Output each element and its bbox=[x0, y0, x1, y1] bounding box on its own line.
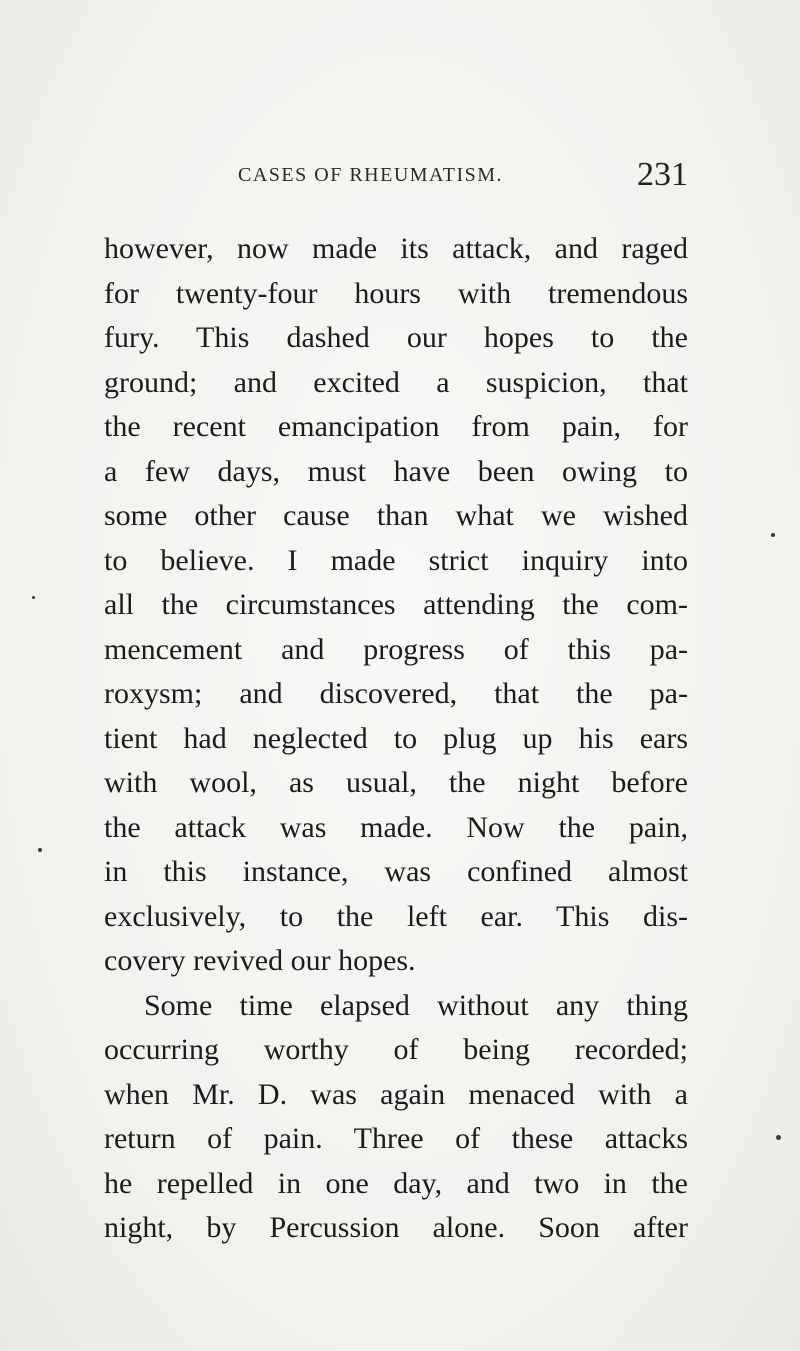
ink-speck bbox=[771, 533, 775, 537]
text-line: a few days, must have been owing to bbox=[104, 454, 688, 488]
text-line: the attack was made. Now the pain, bbox=[104, 810, 688, 844]
text-line: to believe. I made strict inquiry into bbox=[104, 543, 688, 577]
text-line: for twenty-four hours with tremendous bbox=[104, 276, 688, 310]
text-line: some other cause than what we wished bbox=[104, 499, 688, 532]
running-title: CASES OF RHEUMATISM. bbox=[238, 164, 504, 186]
text-line: roxysm; and discovered, that the pa- bbox=[104, 677, 688, 710]
ink-speck bbox=[32, 596, 35, 599]
text-line: tient had neglected to plug up his ears bbox=[104, 721, 688, 755]
text-line: fury. This dashed our hopes to the bbox=[104, 321, 688, 354]
body-text bbox=[104, 227, 688, 1251]
text-line: the recent emancipation from pain, for bbox=[104, 410, 688, 443]
ink-speck bbox=[776, 1135, 781, 1140]
text-line: when Mr. D. was again menaced with a bbox=[104, 1077, 688, 1111]
text-line: in this instance, was confined almost bbox=[104, 855, 688, 888]
text-line: covery revived our hopes. bbox=[104, 944, 416, 977]
text-line: night, by Percussion alone. Soon after bbox=[104, 1211, 688, 1244]
text-line: however, now made its attack, and raged bbox=[104, 232, 688, 265]
text-line: exclusively, to the left ear. This dis- bbox=[104, 899, 688, 933]
running-head bbox=[104, 156, 688, 196]
text-line: Some time elapsed without any thing bbox=[144, 988, 688, 1022]
page-number: 231 bbox=[637, 156, 688, 193]
text-line: with wool, as usual, the night before bbox=[104, 766, 688, 799]
text-line: occurring worthy of being recorded; bbox=[104, 1033, 688, 1066]
text-line: all the circumstances attending the com- bbox=[104, 588, 688, 621]
ink-speck bbox=[38, 848, 42, 852]
text-line: ground; and excited a suspicion, that bbox=[104, 365, 688, 399]
text-line: return of pain. Three of these attacks bbox=[104, 1122, 688, 1155]
text-line: he repelled in one day, and two in the bbox=[104, 1166, 688, 1200]
text-line: mencement and progress of this pa- bbox=[104, 632, 688, 666]
